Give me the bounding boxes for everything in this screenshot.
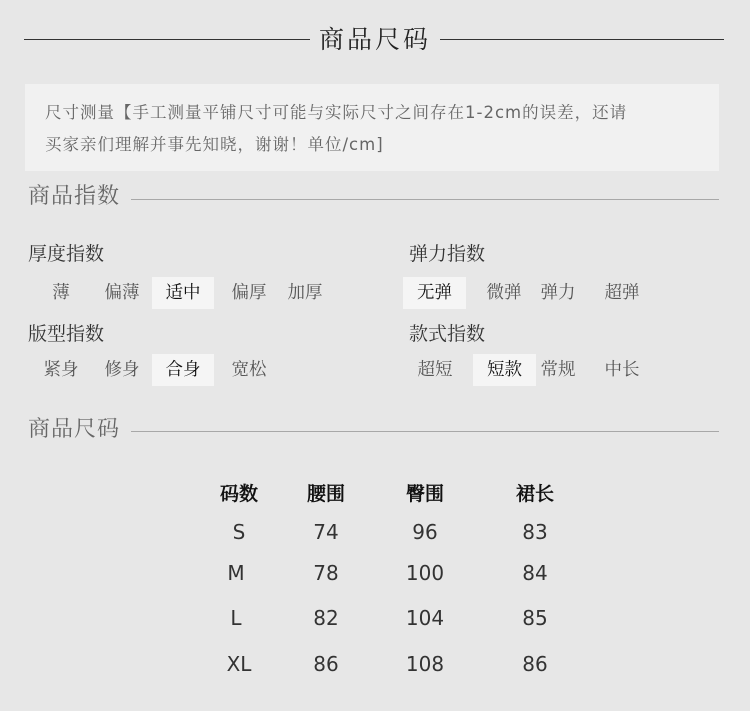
header-rule-left — [24, 39, 310, 40]
elasticity-label: 弹力指数 — [409, 243, 486, 265]
cell-skirt-length: 86 — [522, 652, 548, 676]
page-title: 商品尺码 — [318, 25, 431, 54]
size-section-rule — [131, 431, 719, 432]
header-size: 码数 — [219, 483, 258, 505]
cell-size: XL — [226, 652, 252, 676]
cell-size: S — [232, 520, 246, 544]
cell-hip: 96 — [412, 520, 438, 544]
cell-waist: 86 — [313, 652, 339, 676]
length-option-ultra-short: 超短 — [417, 360, 453, 380]
elasticity-option-slight: 微弹 — [486, 283, 522, 303]
length-option-regular: 常规 — [540, 360, 576, 380]
cell-skirt-length: 84 — [522, 561, 548, 585]
size-section-title: 商品尺码 — [28, 417, 121, 442]
thickness-option-thin: 薄 — [52, 283, 70, 303]
header-waist: 腰围 — [306, 483, 345, 505]
cell-waist: 74 — [313, 520, 339, 544]
notice-line-1: 尺寸测量【手工测量平铺尺寸可能与实际尺寸之间存在1-2cm的误差，还请 — [45, 103, 628, 122]
measurement-notice — [25, 84, 719, 171]
elasticity-option-stretch: 弹力 — [540, 283, 576, 303]
notice-line-2: 买家亲们理解并事先知晓，谢谢！单位/cm] — [45, 135, 384, 154]
header-hip: 臀围 — [405, 483, 444, 505]
cell-hip: 100 — [405, 561, 445, 585]
cell-waist: 78 — [313, 561, 339, 585]
cell-hip: 104 — [405, 606, 445, 630]
index-section-title: 商品指数 — [28, 184, 121, 209]
index-section-rule — [131, 199, 719, 200]
length-option-short: 短款 — [473, 354, 536, 386]
thickness-option-thick: 加厚 — [287, 283, 323, 303]
thickness-option-medium: 适中 — [152, 277, 214, 309]
fit-label: 版型指数 — [28, 323, 105, 345]
fit-option-slim: 修身 — [104, 360, 140, 380]
cell-waist: 82 — [313, 606, 339, 630]
thickness-option-slightly-thick: 偏厚 — [231, 283, 267, 303]
cell-size: L — [230, 606, 242, 630]
header-rule-right — [440, 39, 724, 40]
header-skirt-length: 裙长 — [515, 483, 554, 505]
cell-skirt-length: 83 — [522, 520, 548, 544]
elasticity-option-super: 超弹 — [604, 283, 640, 303]
thickness-option-slightly-thin: 偏薄 — [104, 283, 140, 303]
cell-size: M — [227, 561, 245, 585]
cell-skirt-length: 85 — [522, 606, 548, 630]
cell-hip: 108 — [405, 652, 445, 676]
length-option-mid-long: 中长 — [604, 360, 640, 380]
fit-option-tight: 紧身 — [43, 360, 79, 380]
fit-option-regular: 合身 — [152, 354, 214, 386]
length-label: 款式指数 — [409, 323, 486, 345]
fit-option-loose: 宽松 — [231, 360, 267, 380]
thickness-label: 厚度指数 — [28, 243, 105, 265]
elasticity-option-none: 无弹 — [403, 277, 466, 309]
